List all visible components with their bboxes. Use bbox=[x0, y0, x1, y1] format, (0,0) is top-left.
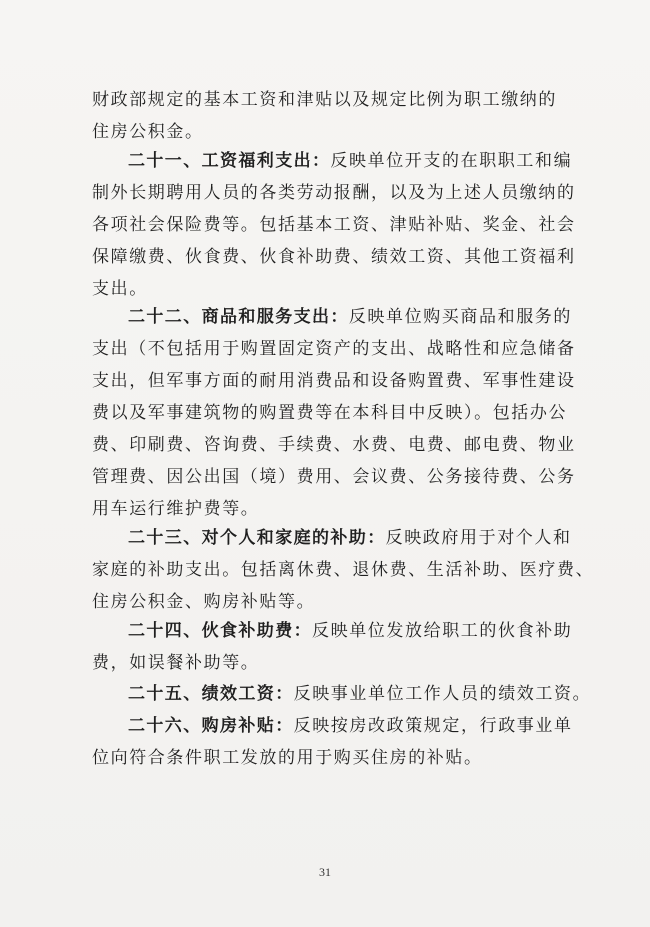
text-line: 费、印刷费、咨询费、手续费、水费、电费、邮电费、物业 bbox=[92, 435, 576, 455]
text-segment: 反映单位发放给职工的伙食补助 bbox=[312, 621, 573, 641]
text-segment: 反映单位购买商品和服务的 bbox=[348, 307, 573, 327]
text-line bbox=[92, 615, 573, 647]
text-line: 各项社会保险费等。包括基本工资、津贴补贴、奖金、社会 bbox=[92, 215, 576, 235]
text-line: 管理费、因公出国（境）费用、会议费、公务接待费、公务 bbox=[92, 467, 576, 487]
paragraph-continuation bbox=[92, 84, 564, 148]
term-heading: 二十四、伙食补助费： bbox=[128, 621, 312, 641]
page-number: 31 bbox=[319, 865, 331, 879]
text-line bbox=[92, 301, 573, 333]
term-heading: 二十二、商品和服务支出： bbox=[128, 307, 349, 327]
text-line: 住房公积金、购房补贴等。 bbox=[92, 592, 316, 612]
term-heading: 二十六、购房补贴： bbox=[128, 716, 294, 736]
paragraph-household-subsidy bbox=[92, 522, 595, 618]
text-line: 用车运行维护费等。 bbox=[92, 499, 260, 519]
text-line bbox=[92, 145, 573, 177]
text-line: 费，如误餐补助等。 bbox=[92, 653, 260, 673]
term-heading: 二十一、工资福利支出： bbox=[128, 151, 331, 171]
paragraph-goods-services bbox=[92, 301, 576, 525]
text-segment: 反映按房改政策规定，行政事业单 bbox=[293, 716, 573, 736]
text-segment: 反映单位开支的在职职工和编 bbox=[330, 151, 573, 171]
term-heading: 二十五、绩效工资： bbox=[128, 684, 294, 704]
text-line: 财政部规定的基本工资和津贴以及规定比例为职工缴纳的 bbox=[92, 90, 557, 110]
text-line bbox=[92, 678, 592, 710]
paragraph-meal-subsidy bbox=[92, 615, 573, 679]
text-line: 位向符合条件职工发放的用于购买住房的补贴。 bbox=[92, 748, 483, 768]
paragraph-wage-welfare bbox=[92, 145, 576, 305]
text-line: 支出（不包括用于购置固定资产的支出、战略性和应急储备 bbox=[92, 339, 576, 359]
text-segment: 反映政府用于对个人和 bbox=[385, 528, 572, 548]
paragraph-performance-pay bbox=[92, 678, 592, 710]
text-line: 费以及军事建筑物的购置费等在本科目中反映）。包括办公 bbox=[92, 403, 568, 423]
text-line: 住房公积金。 bbox=[92, 122, 204, 142]
text-line: 制外长期聘用人员的各类劳动报酬，以及为上述人员缴纳的 bbox=[92, 183, 576, 203]
text-segment: 反映事业单位工作人员的绩效工资。 bbox=[293, 684, 592, 704]
text-line bbox=[92, 522, 572, 554]
text-line bbox=[92, 710, 573, 742]
text-line: 支出。 bbox=[92, 279, 148, 299]
text-line: 支出，但军事方面的耐用消费品和设备购置费、军事性建设 bbox=[92, 371, 576, 391]
text-line: 保障缴费、伙食费、伙食补助费、绩效工资、其他工资福利 bbox=[92, 247, 576, 267]
paragraph-housing-subsidy bbox=[92, 710, 573, 774]
term-heading: 二十三、对个人和家庭的补助： bbox=[128, 528, 386, 548]
text-line: 家庭的补助支出。包括离休费、退休费、生活补助、医疗费、 bbox=[92, 560, 595, 580]
